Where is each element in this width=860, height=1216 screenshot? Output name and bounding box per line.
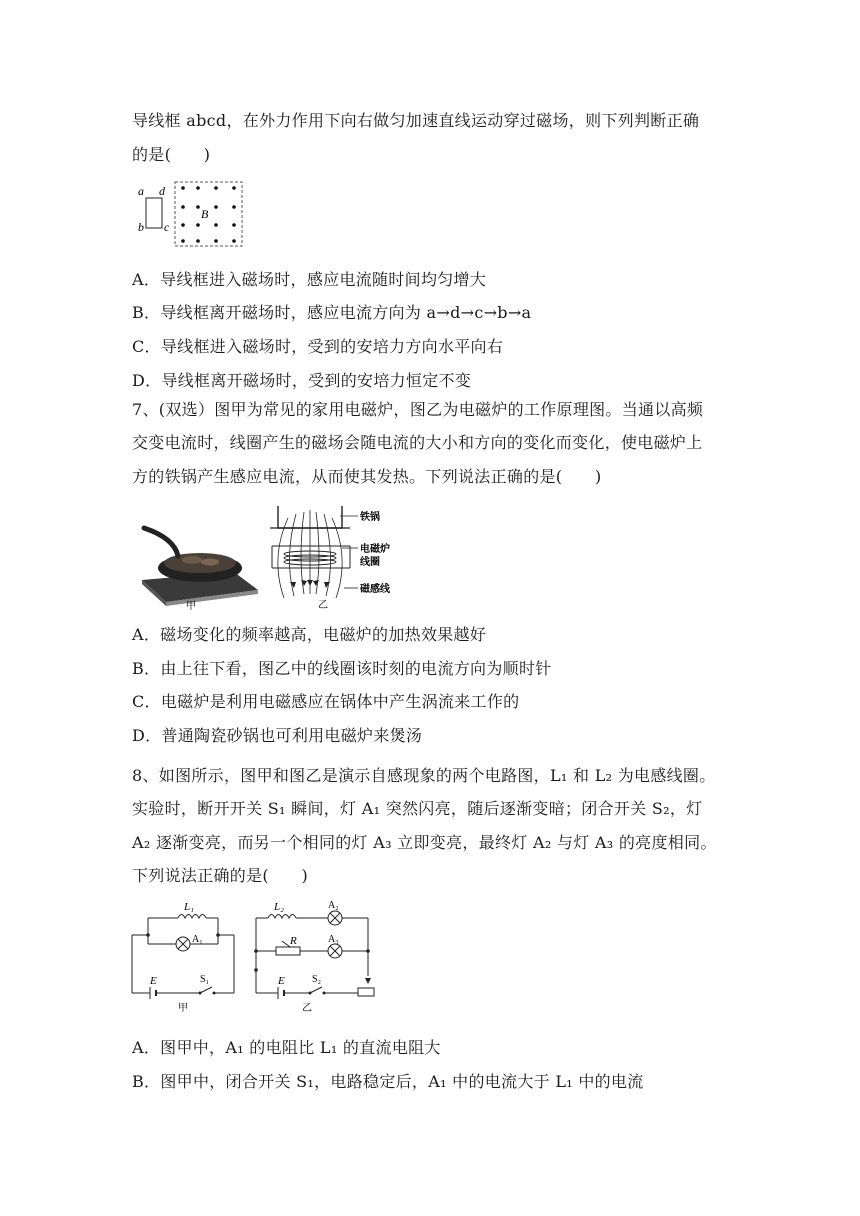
q6-label-d: d (159, 184, 165, 198)
q7-stem-line-1: 7、(双选）图甲为常见的家用电磁炉，图乙为电磁炉的工作原理图。当通以高频 (132, 400, 704, 419)
q6-label-b: b (138, 220, 144, 234)
q8-jia-label-S: S₁ (200, 974, 210, 985)
q6-stem-line-2: 的是( ) (132, 145, 211, 164)
q8-caption-yi: 乙 (302, 1003, 312, 1014)
q7-working-principle-diagram (264, 498, 404, 610)
q6-stem-line-1: 导线框 abcd，在外力作用下向右做匀加速直线运动穿过磁场，则下列判断正确 (132, 111, 700, 130)
q6-option-a: A．导线框进入磁场时，感应电流随时间均匀增大 (132, 270, 487, 289)
q8-stem-line-1: 8、如图所示，图甲和图乙是演示自感现象的两个电路图，L₁ 和 L₂ 为电感线圈。 (132, 766, 716, 785)
q7-option-a: A．磁场变化的频率越高，电磁炉的加热效果越好 (132, 625, 487, 644)
q7-option-b: B．由上往下看，图乙中的线圈该时刻的电流方向为顺时针 (132, 659, 552, 678)
q7-label-pot: 铁锅 (360, 512, 380, 523)
q7-caption-jia: 甲 (186, 601, 196, 612)
q7-option-c: C．电磁炉是利用电磁感应在锅体中产生涡流来工作的 (132, 692, 520, 711)
q6-option-d: D．导线框离开磁场时，受到的安培力恒定不变 (132, 371, 472, 390)
q8-jia-label-A: A₁ (192, 934, 203, 945)
q6-option-c: C．导线框进入磁场时，受到的安培力方向水平向右 (132, 337, 504, 356)
q8-circuit-yi (250, 898, 386, 1016)
q6-wire-frame (146, 198, 162, 228)
q8-jia-label-E: E (150, 975, 157, 987)
q6-label-c: c (164, 220, 170, 234)
q6-field-dots (181, 186, 236, 243)
q8-stem-line-3: A₂ 逐渐变亮，而另一个相同的灯 A₃ 立即变亮，最终灯 A₂ 与灯 A₃ 的亮度相同。 (132, 833, 717, 852)
q7-stem-line-2: 交变电流时，线圈产生的磁场会随电流的大小和方向的变化而变化，使电磁炉上 (132, 433, 703, 452)
q8-stem-line-2: 实验时，断开开关 S₁ 瞬间，灯 A₁ 突然闪亮，随后逐渐变暗；闭合开关 S₂，灯 (132, 799, 703, 818)
q8-yi-label-R: R (290, 935, 297, 947)
q8-jia-label-L: L₁ (184, 901, 194, 913)
q6-label-field-B: B (201, 207, 209, 221)
q6-magnetic-field-figure (134, 178, 254, 250)
q7-option-d: D．普通陶瓷砂锅也可利用电磁炉来煲汤 (132, 726, 423, 745)
q8-yi-label-A2: A₂ (328, 900, 339, 911)
q8-caption-jia: 甲 (178, 1003, 188, 1014)
q8-stem-line-4: 下列说法正确的是( ) (132, 866, 309, 885)
q7-label-field-lines: 磁感线 (360, 584, 390, 595)
q8-circuit-jia (128, 898, 240, 1016)
q6-label-a: a (138, 184, 144, 198)
q8-option-a: A．图甲中，A₁ 的电阻比 L₁ 的直流电阻大 (132, 1038, 441, 1057)
q7-label-coil-1: 电磁炉 (360, 544, 390, 555)
q7-caption-yi: 乙 (318, 600, 328, 610)
q8-yi-label-S: S₂ (312, 974, 322, 985)
q6-option-b: B．导线框离开磁场时，感应电流方向为 a→d→c→b→a (132, 303, 532, 322)
q7-induction-cooker-photo (134, 508, 262, 612)
q8-yi-label-L: L₂ (274, 901, 284, 913)
q8-yi-label-E: E (278, 975, 285, 987)
q6-field-region (175, 182, 242, 246)
q7-label-coil-2: 线圈 (360, 557, 380, 568)
q7-stem-line-3: 方的铁锅产生感应电流，从而使其发热。下列说法正确的是( ) (132, 467, 602, 486)
q8-option-b: B．图甲中，闭合开关 S₁，电路稳定后，A₁ 中的电流大于 L₁ 中的电流 (132, 1072, 644, 1091)
q8-yi-label-A3: A₃ (328, 934, 339, 945)
